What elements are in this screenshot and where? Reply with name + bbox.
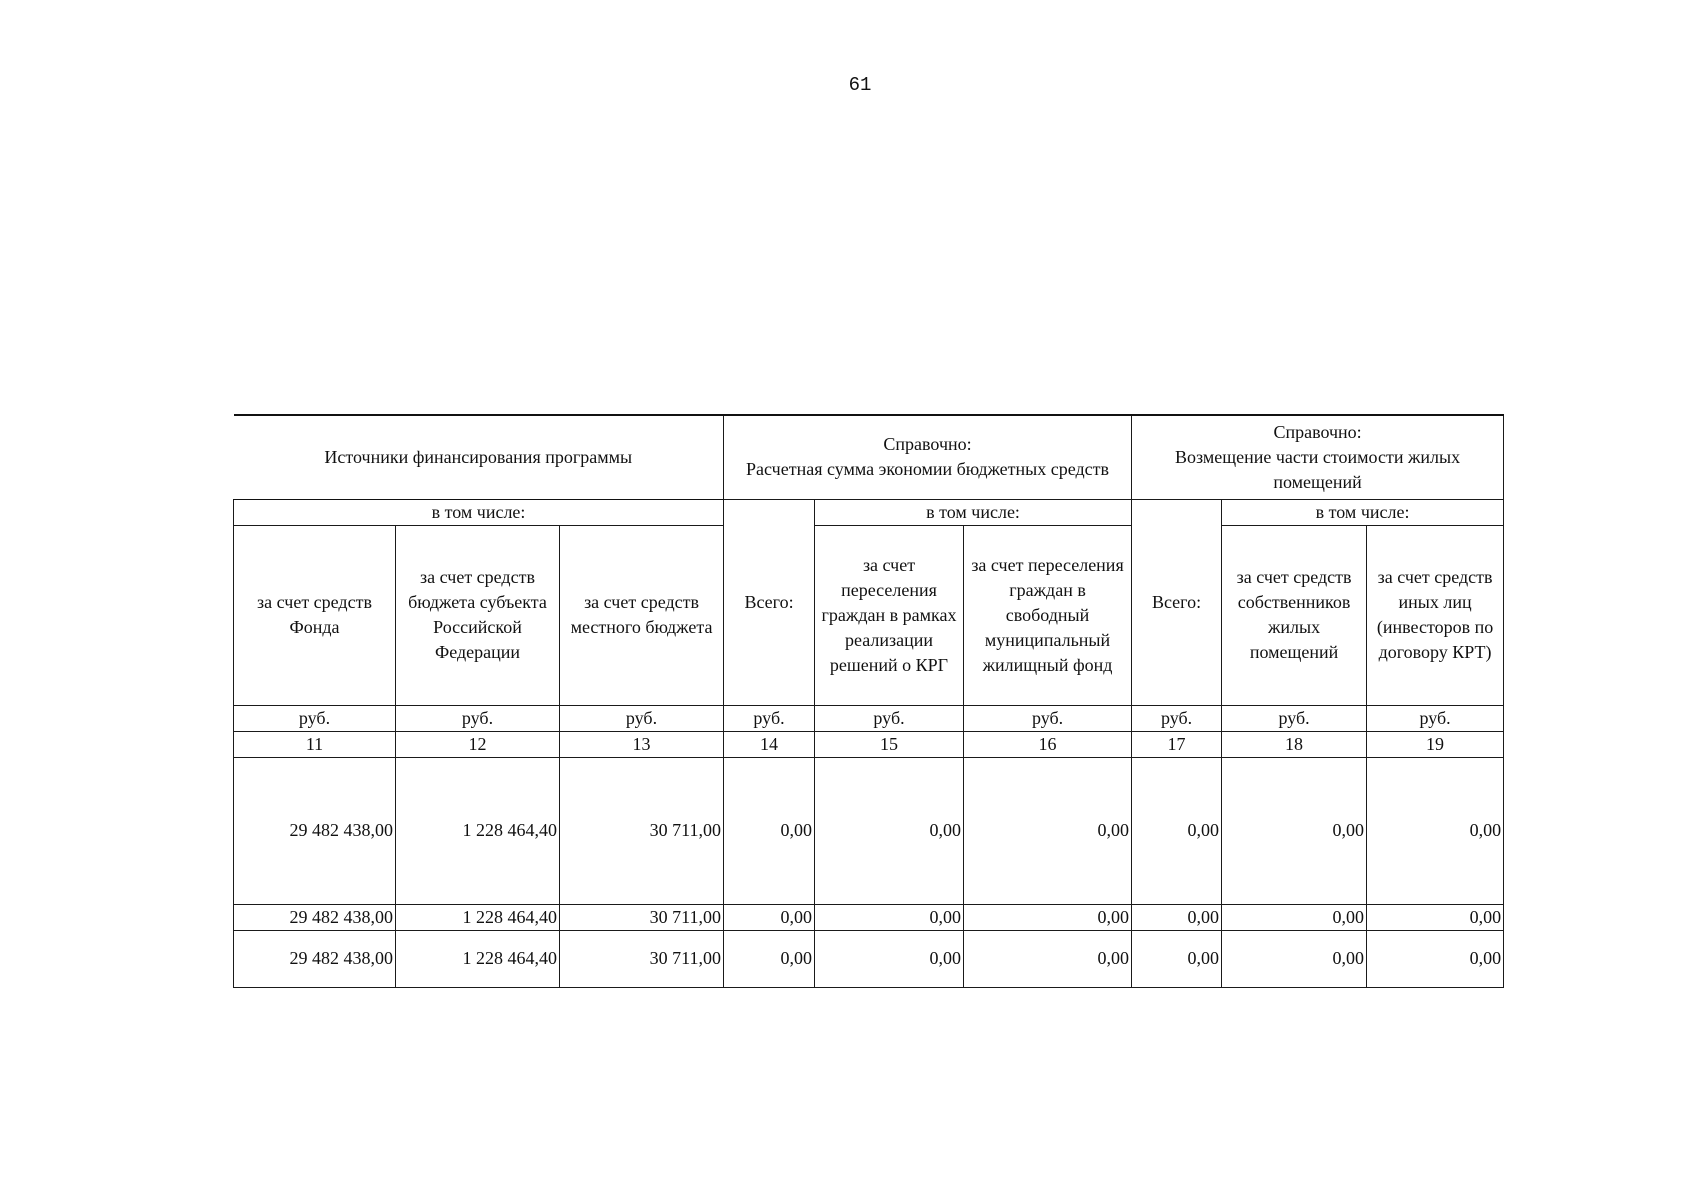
data-cell: 0,00 [1222, 930, 1367, 987]
data-cell: 0,00 [1367, 904, 1504, 930]
data-cell: 0,00 [815, 930, 964, 987]
index-cell: 18 [1222, 731, 1367, 757]
savings-header-line2: Расчетная сумма экономии бюджетных средств [746, 459, 1110, 480]
unit-cell: руб. [560, 705, 724, 731]
index-row [234, 731, 1504, 757]
index-cell: 12 [396, 731, 560, 757]
col-header-18: за счет средств собственников жилых помещений [1222, 525, 1367, 705]
data-cell: 30 711,00 [560, 757, 724, 904]
data-cell: 0,00 [964, 757, 1132, 904]
unit-cell: руб. [1367, 705, 1504, 731]
col-header-15: за счет переселения граждан в рамках реализации решений о КРГ [815, 525, 964, 705]
col-header-13: за счет средств местного бюджета [560, 525, 724, 705]
sub-header-row [234, 499, 1504, 525]
table-row [234, 757, 1504, 904]
data-cell: 0,00 [1132, 757, 1222, 904]
data-cell: 0,00 [1132, 904, 1222, 930]
data-cell: 0,00 [724, 757, 815, 904]
col-header-17: Всего: [1132, 499, 1222, 705]
data-cell: 1 228 464,40 [396, 930, 560, 987]
data-cell: 0,00 [815, 757, 964, 904]
savings-header-line1: Справочно: [883, 434, 972, 455]
data-cell: 0,00 [1367, 930, 1504, 987]
financing-table-container [233, 414, 1503, 988]
index-cell: 11 [234, 731, 396, 757]
unit-cell: руб. [396, 705, 560, 731]
data-cell: 0,00 [1222, 904, 1367, 930]
data-cell: 0,00 [1367, 757, 1504, 904]
sources-including-header: в том числе: [234, 499, 724, 525]
col-header-19: за счет средств иных лиц (инвесторов по договору КРТ) [1367, 525, 1504, 705]
index-cell: 19 [1367, 731, 1504, 757]
data-cell: 1 228 464,40 [396, 904, 560, 930]
col-header-14: Всего: [724, 499, 815, 705]
data-cell: 29 482 438,00 [234, 757, 396, 904]
col-header-16: за счет переселения граждан в свободный муниципальный жилищный фонд [964, 525, 1132, 705]
col-header-12: за счет средств бюджета субъекта Российской Федерации [396, 525, 560, 705]
data-cell: 1 228 464,40 [396, 757, 560, 904]
unit-cell: руб. [724, 705, 815, 731]
compensation-header [1132, 415, 1504, 499]
index-cell: 16 [964, 731, 1132, 757]
unit-cell: руб. [1222, 705, 1367, 731]
col-header-11: за счет средств Фонда [234, 525, 396, 705]
index-cell: 17 [1132, 731, 1222, 757]
data-cell: 0,00 [815, 904, 964, 930]
page-number: 61 [848, 74, 872, 96]
savings-header [724, 415, 1132, 499]
index-cell: 15 [815, 731, 964, 757]
financing-table [233, 414, 1504, 988]
compensation-header-line2: Возмещение части стоимости жилых помещений [1175, 446, 1461, 492]
data-cell: 0,00 [724, 904, 815, 930]
group-header-row [234, 415, 1504, 499]
table-row [234, 930, 1504, 987]
compensation-including-header: в том числе: [1222, 499, 1504, 525]
table-row [234, 904, 1504, 930]
index-cell: 13 [560, 731, 724, 757]
savings-including-header: в том числе: [815, 499, 1132, 525]
compensation-header-line1: Справочно: [1273, 421, 1362, 442]
unit-cell: руб. [964, 705, 1132, 731]
unit-cell: руб. [815, 705, 964, 731]
index-cell: 14 [724, 731, 815, 757]
unit-cell: руб. [1132, 705, 1222, 731]
data-cell: 0,00 [724, 930, 815, 987]
data-cell: 0,00 [964, 930, 1132, 987]
data-cell: 29 482 438,00 [234, 904, 396, 930]
data-cell: 0,00 [964, 904, 1132, 930]
data-cell: 29 482 438,00 [234, 930, 396, 987]
column-header-row [234, 525, 1504, 705]
data-cell: 0,00 [1222, 757, 1367, 904]
data-cell: 30 711,00 [560, 930, 724, 987]
units-row [234, 705, 1504, 731]
unit-cell: руб. [234, 705, 396, 731]
sources-header: Источники финансирования программы [234, 415, 724, 499]
data-cell: 0,00 [1132, 930, 1222, 987]
data-cell: 30 711,00 [560, 904, 724, 930]
